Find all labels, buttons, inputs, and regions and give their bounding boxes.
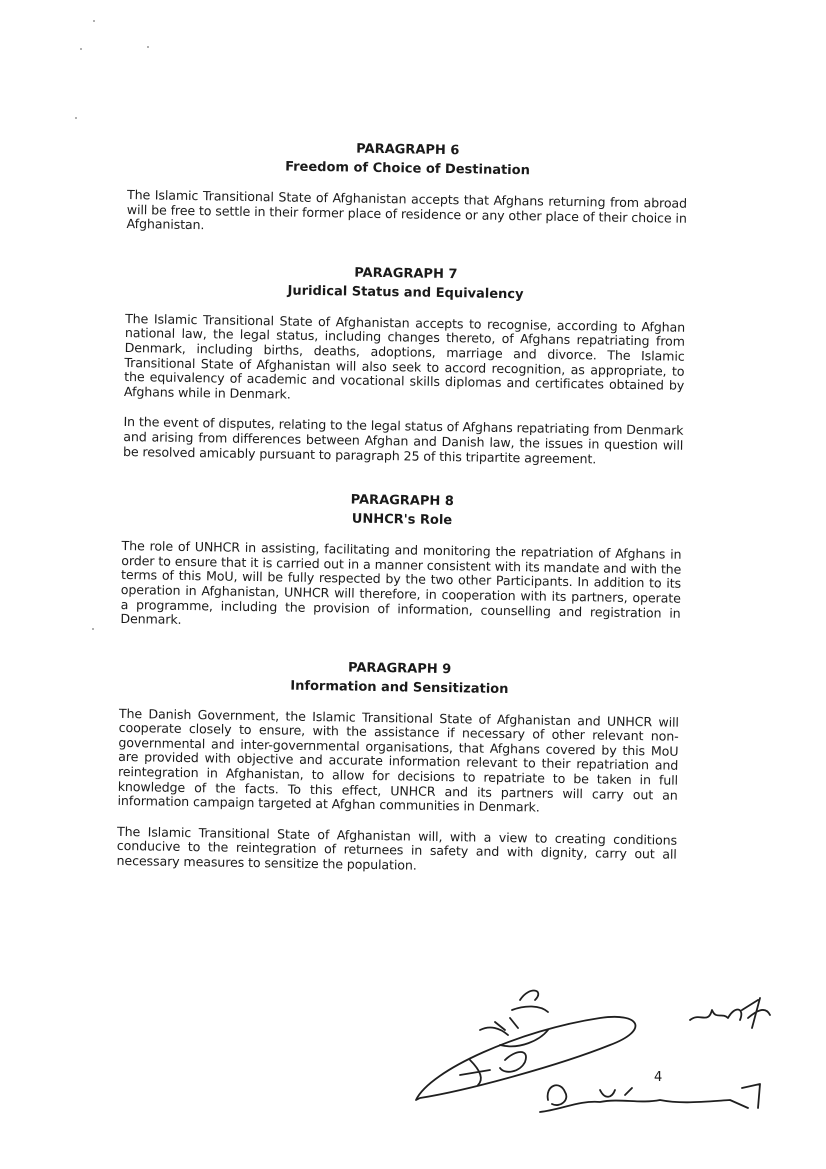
- body-paragraph: The Islamic Transitional State of Afghanistan accepts that Afghans returning from abroad will be free to settle in their former place of residence or any other place of their choice in Afghanistan.: [126, 186, 688, 233]
- body-paragraph: The role of UNHCR in assisting, facilitating and monitoring the repatriation of Afghans in order to ensure that it is carried out in a manner consistent with its mandate and with the terms of this MoU, will be fully respected by the two other Participants. In addition to its operation in Afghanistan, UNHCR will therefore, in cooperation with its partners, operate a programme, including the provision of information, counselling and registration in Denmark.: [120, 538, 682, 627]
- section-number: PARAGRAPH 6: [356, 141, 460, 159]
- page-number: 4: [654, 1070, 663, 1085]
- scan-speck: [147, 46, 149, 48]
- section-number: PARAGRAPH 9: [347, 660, 452, 677]
- body-paragraph: The Islamic Transitional State of Afghanistan accepts to recognise, according to Afghan national law, the legal status, including changes thereto, of Afghans repatriating from Denmark, including births, deaths, adoptions, marriage and divorce. The Islamic Transitional State of Afghanistan will also seek to accord recognition, as appropriate, to the equivalency of academic and vocational skills diplomas and certificates obtained by Afghans while in Denmark.: [123, 310, 686, 402]
- signature-stroke: [600, 1088, 632, 1097]
- signature-mark-bottom: [540, 1084, 760, 1112]
- section-number: PARAGRAPH 7: [354, 265, 458, 282]
- signature-stroke: [480, 1018, 518, 1035]
- body-paragraph: In the event of disputes, relating to the legal status of Afghans repatriating from Denmark and arising from differences between Afghan and Danish law, the issues in question will be resolved amicably pursuant to paragraph 25 of this tripartite agreement.: [122, 414, 684, 466]
- signature-mark-right: [690, 998, 770, 1028]
- section-title: UNHCR's Role: [351, 511, 453, 529]
- scan-speck: [92, 628, 94, 630]
- scan-speck: [75, 117, 77, 119]
- scan-speck: [93, 20, 95, 22]
- body-paragraph: The Islamic Transitional State of Afghanistan will, with a view to creating conditions conducive to the reintegration of returnees in safety and with dignity, carry out all necessary measures to sensitize the population.: [116, 823, 678, 873]
- body-paragraph: The Danish Government, the Islamic Transitional State of Afghanistan and UNHCR will cooperate closely to ensure, with the assistance if necessary of other relevant non-governmental and inter-governmental organisations, that Afghans covered by this MoU are provided with objective and accurate information relevant to their repatriation and reintegration in Afghanistan, to allow for decisions to repatriate to be taken in full knowledge of the facts. To this effect, UNHCR and its partners will carry out an information campaign targeted at Afghan communities in Denmark.: [117, 705, 679, 815]
- section-title: Freedom of Choice of Destination: [285, 159, 530, 179]
- section-title: Juridical Status and Equivalency: [287, 283, 524, 303]
- scan-speck: [80, 48, 82, 50]
- signature-stroke: [512, 991, 548, 1012]
- section-title: Information and Sensitization: [290, 678, 509, 697]
- section-number: PARAGRAPH 8: [350, 492, 455, 510]
- signature-stroke: [460, 1060, 490, 1085]
